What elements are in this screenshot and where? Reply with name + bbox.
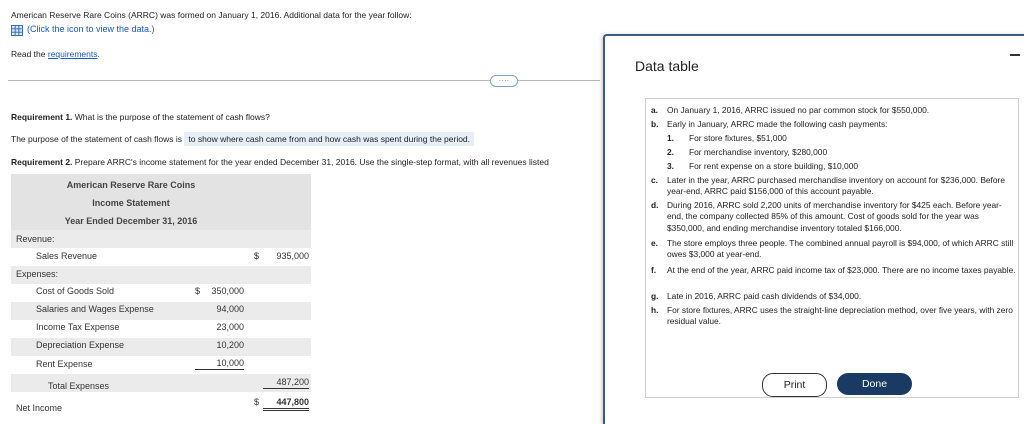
item-text: For store fixtures, $51,000 — [689, 133, 787, 143]
expenses-label: Expenses: — [16, 269, 59, 279]
net-income-label: Net Income — [16, 403, 63, 413]
row-bg — [11, 230, 311, 248]
requirement-1-label: Requirement 1. — [11, 112, 73, 122]
answer-prefix: The purpose of the statement of cash flows is — [11, 134, 183, 144]
intro-text: American Reserve Rare Coins (ARRC) was formed on January 1, 2016. Additional data for the year follow: — [11, 10, 412, 20]
revenue-label: Revenue: — [16, 234, 55, 244]
item-key: b. — [651, 119, 659, 129]
read-prefix: Read the — [11, 49, 48, 59]
expense-value[interactable]: 23,000 — [216, 322, 244, 332]
dialog-title: Data table — [635, 58, 699, 74]
expense-dollar-sign: $ — [195, 286, 201, 296]
read-suffix: . — [97, 49, 100, 59]
expense-value[interactable]: 94,000 — [216, 304, 244, 314]
requirement-2-question — [11, 157, 549, 167]
statement-company: American Reserve Rare Coins — [66, 180, 196, 190]
requirement-1-answer-line — [11, 134, 474, 144]
done-button[interactable]: Done — [837, 373, 912, 395]
item-text: During 2016, ARRC sold 2,200 units of merchandise inventory for $425 each. Before year-end, the company collected 85% of this amount. Cost of goods sold for the year was $350,000, and ending merchandise inventory totaled $166,000. — [667, 200, 1002, 233]
requirement-1-text: What is the purpose of the statement of cash flows? — [72, 112, 270, 122]
expense-label: Income Tax Expense — [36, 322, 120, 332]
total-expenses-label: Total Expenses — [48, 381, 110, 391]
table-icon[interactable] — [11, 23, 23, 34]
item-text: For merchandise inventory, $280,000 — [689, 147, 828, 157]
item-text: For rent expense on a store building, $10,000 — [689, 161, 859, 171]
item-text: At the end of the year, ARRC paid income tax of $23,000. There are no income taxes payable. — [667, 265, 1016, 275]
data-table-content — [645, 98, 1019, 398]
print-button[interactable]: Print — [762, 373, 827, 397]
answer-dropdown[interactable]: to show where cash came from and how cash was spent during the period. — [184, 132, 474, 146]
statement-period: Year Ended December 31, 2016 — [64, 216, 198, 226]
item-key: 1. — [667, 133, 674, 143]
item-key: g. — [651, 291, 659, 301]
item-text: Late in 2016, ARRC paid cash dividends of $34,000. — [667, 291, 862, 301]
income-statement — [11, 174, 311, 419]
item-text: The store employs three people. The combined annual payroll is $94,000, of which ARRC still owes $3,000 at year-end. — [667, 238, 1014, 260]
item-key: d. — [651, 200, 659, 210]
expense-label: Rent Expense — [36, 359, 93, 369]
read-requirements — [11, 49, 100, 59]
sales-revenue-label: Sales Revenue — [36, 251, 98, 261]
requirements-link[interactable]: requirements — [47, 49, 98, 59]
requirement-2-label: Requirement 2. — [11, 157, 73, 167]
net-income-dollar-sign: $ — [254, 397, 260, 407]
item-text: Early in January, ARRC made the following cash payments: — [667, 119, 888, 129]
total-expenses-value[interactable]: 487,200 — [263, 377, 309, 389]
expense-label: Cost of Goods Sold — [36, 286, 115, 296]
item-key: f. — [651, 265, 657, 275]
expense-value[interactable]: 350,000 — [211, 286, 244, 296]
requirement-1-question — [11, 112, 270, 122]
expense-label: Salaries and Wages Expense — [36, 304, 154, 314]
expense-value[interactable]: 10,200 — [216, 340, 244, 350]
net-income-value[interactable]: 447,800 — [263, 397, 309, 411]
view-data-hint[interactable]: (Click the icon to view the data.) — [27, 24, 155, 34]
expense-label: Depreciation Expense — [36, 340, 125, 350]
expand-divider-button[interactable]: ···· — [490, 75, 518, 87]
sales-dollar-sign: $ — [254, 251, 260, 261]
item-key: h. — [651, 305, 659, 315]
data-table-dialog — [603, 34, 1024, 424]
expense-value[interactable]: 10,000 — [195, 358, 244, 370]
item-text: On January 1, 2016, ARRC issued no par common stock for $550,000. — [667, 105, 930, 115]
item-key: a. — [651, 105, 658, 115]
item-text: For store fixtures, ARRC uses the straight-line depreciation method, over five years, with zero residual value. — [667, 305, 1013, 327]
item-key: c. — [651, 175, 658, 185]
item-key: 3. — [667, 161, 674, 171]
requirement-2-text: Prepare ARRC's income statement for the year ended December 31, 2016. Use the single-step format, with all revenues listed — [72, 157, 549, 167]
item-key: e. — [651, 238, 658, 248]
minimize-icon[interactable] — [1010, 54, 1020, 56]
item-text: Later in the year, ARRC purchased merchandise inventory on account for $236,000. Before year-end, ARRC paid $156,000 of this account payable. — [667, 175, 1005, 197]
item-key: 2. — [667, 147, 674, 157]
sales-revenue-value[interactable]: 935,000 — [276, 251, 309, 261]
statement-title: Income Statement — [92, 198, 170, 208]
